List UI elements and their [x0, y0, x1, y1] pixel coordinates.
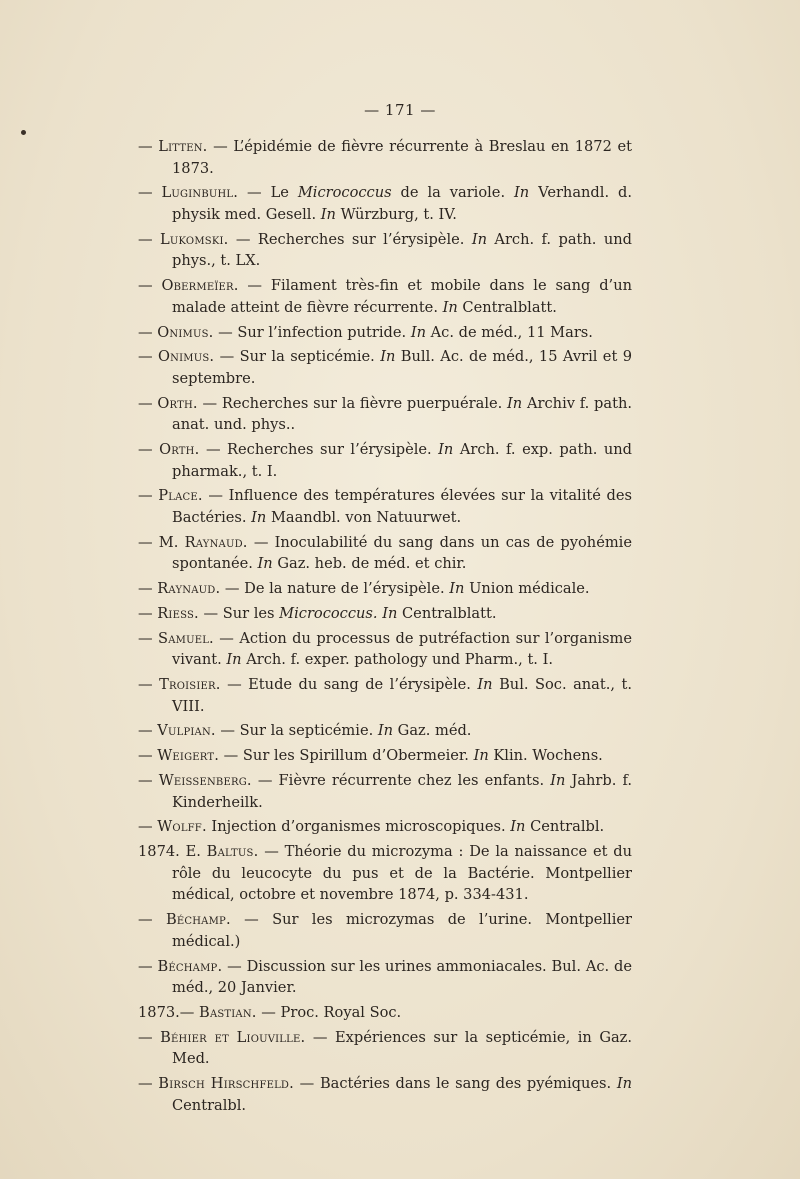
entry-text: — Expériences sur la septicémie, in Gaz. Med.: [172, 1028, 633, 1068]
entry-italic-text: In: [226, 651, 242, 669]
entry-text: Centralblatt.: [457, 298, 557, 316]
entry-text: Injection d’organismes microscopiques.: [206, 818, 511, 836]
bibliography-entry: [138, 603, 632, 625]
entry-text: Centralbl.: [172, 1096, 247, 1114]
entry-italic-text: In: [438, 441, 454, 459]
entry-text: — Filament très-fin et mobile dans le sang d’un malade atteint de fièvre récurrente.: [172, 277, 632, 316]
bibliography-entry: [138, 720, 632, 742]
entry-text: Gaz. heb. de méd. et chir.: [272, 555, 467, 573]
entry-text: — Recherches sur l’érysipèle.: [228, 230, 472, 248]
entry-text: — Recherches sur l’érysipèle.: [199, 441, 439, 459]
entry-text: — L’épidémie de fièvre récurrente à Breslau en 1872 et 1873.: [172, 138, 633, 177]
entry-text: — Discussion sur les urines ammoniacales. Bul. Ac. de méd., 20 Janvier.: [172, 957, 633, 997]
entry-italic-text: In: [410, 323, 426, 341]
entry-author: Weissenberg.: [158, 772, 252, 790]
entry-italic-text: In: [616, 1075, 632, 1093]
entry-text: — Sur les: [198, 604, 280, 622]
entry-text: — Inoculabilité du sang dans un cas de pyohémie spontanée.: [172, 533, 632, 573]
entry-lead: —: [138, 184, 162, 202]
entry-author: Weigert.: [157, 747, 220, 765]
entry-text: Gaz. méd.: [393, 722, 472, 740]
bibliography-entry: [138, 628, 632, 671]
entry-author: Onimus.: [157, 323, 214, 341]
entry-lead: —: [138, 772, 159, 790]
entry-author: Lukomski.: [160, 230, 229, 248]
entry-author: Bastian.: [199, 1003, 257, 1021]
entry-lead: —: [138, 580, 158, 598]
entry-lead: —: [138, 629, 159, 647]
entry-italic-text: In: [380, 348, 396, 366]
bibliography-entry: [138, 1027, 632, 1070]
entry-text: — Action du processus de putréfaction sur l’organisme vivant.: [172, 629, 632, 669]
entry-text: — Sur la septicémie.: [215, 722, 378, 740]
entry-author: Onimus.: [158, 348, 215, 366]
bibliography-entry: [138, 393, 632, 436]
entry-text: Bull. Ac. de méd., 15 Avril et 9 septembre.: [172, 348, 633, 387]
entry-text: — De la nature de l’érysipèle.: [220, 580, 450, 598]
bibliography-entry: [138, 816, 632, 838]
entry-lead: —: [138, 323, 158, 341]
entry-text: Centralbl.: [525, 818, 605, 836]
entry-author: Samuel.: [158, 629, 214, 647]
entry-text: Ac. de méd., 11 Mars.: [425, 323, 593, 341]
bibliography-entry: [138, 439, 632, 482]
entry-text: — Recherches sur la fièvre puerpuérale.: [197, 394, 508, 412]
bibliography-entry: [138, 578, 632, 600]
entry-author: Orth.: [159, 441, 200, 459]
entry-author: Riess.: [157, 604, 199, 622]
entry-author: Baltus.: [206, 843, 259, 861]
entry-lead: —: [138, 230, 161, 248]
entry-author: Place.: [158, 487, 203, 505]
entry-text: — Le: [238, 184, 298, 202]
entry-text: Verhandl. d. physik med. Gesell.: [172, 184, 632, 223]
entry-author: Raynaud.: [184, 533, 248, 551]
entry-text: — Sur la septicémie.: [214, 348, 381, 366]
bibliography-entry: [138, 182, 632, 225]
entry-lead: 1874. E.: [138, 843, 207, 861]
entry-text: Union médicale.: [464, 580, 590, 598]
entry-italic-text: In: [514, 184, 530, 202]
bibliography-entry: [138, 1073, 632, 1116]
entry-lead: —: [138, 348, 158, 366]
entry-author: Troisier.: [159, 676, 221, 694]
bibliography-entry: [138, 1002, 632, 1024]
entry-italic-text: In: [382, 604, 398, 622]
entry-text: Arch. f. exper. pathology und Pharm., t. I.: [241, 651, 553, 669]
entry-text: — Fièvre récurrente chez les enfants.: [251, 772, 551, 790]
entry-italic-text: In: [251, 509, 267, 526]
entry-text: — Théorie du microzyma : De la naissance et du rôle du leucocyte du pus et de la Bactérie. Montpellier médical, octobre et novembre 1874, p. 334-431.: [172, 843, 632, 904]
entry-author: Wolff.: [157, 818, 207, 836]
entry-italic-text: Micrococcus.: [279, 604, 378, 622]
entry-italic-text: In: [377, 722, 394, 740]
entry-author: Orth.: [157, 394, 198, 412]
entry-lead: —: [138, 1028, 161, 1046]
entry-text: Würzburg, t. IV.: [335, 205, 457, 223]
entry-text: de la variole.: [391, 184, 515, 202]
entry-lead: —: [138, 747, 158, 765]
ink-speck: [21, 130, 26, 135]
bibliography-entry: [138, 275, 632, 318]
bibliography-entry: [138, 909, 632, 952]
entry-lead: —: [138, 394, 158, 412]
entry-italic-text: In: [477, 676, 493, 694]
entry-lead: —: [138, 676, 160, 694]
entry-lead: —: [138, 1075, 159, 1093]
entry-italic-text: Micrococcus: [297, 184, 392, 202]
entry-lead: —: [138, 604, 158, 622]
bibliography-entry: [138, 745, 632, 767]
entry-text: — Sur les microzymas de l’urine. Montpellier médical.): [172, 911, 632, 950]
entry-text: Arch. f. path. und phys., t. LX.: [172, 230, 632, 270]
entry-author: Obermeïer.: [161, 277, 239, 295]
bibliography-entry: [138, 674, 632, 717]
bibliography-entry: [138, 322, 632, 344]
entry-author: Luginbuhl.: [161, 184, 239, 202]
entry-lead: —: [138, 818, 158, 836]
entry-author: Béchamp.: [165, 911, 231, 929]
entry-text: Archiv f. path. anat. und. phys..: [172, 394, 632, 434]
entry-author: Litten.: [158, 138, 208, 155]
bibliography-entry: [138, 770, 632, 813]
entry-lead: —: [138, 441, 160, 459]
entry-italic-text: In: [550, 772, 566, 790]
bibliography-entry: [138, 956, 632, 999]
entry-text: Arch. f. exp. path. und pharmak., t. I.: [172, 441, 632, 480]
bibliography-entry: [138, 532, 632, 575]
entry-italic-text: In: [320, 205, 336, 223]
entry-text: Jahrb. f. Kinderheilk.: [172, 772, 632, 811]
entry-text: Maandbl. von Natuurwet.: [266, 509, 462, 526]
entry-text: — Sur les Spirillum d’Obermeier.: [219, 747, 474, 765]
entry-italic-text: In: [442, 298, 458, 316]
entry-italic-text: In: [510, 818, 526, 836]
bibliography-entry: [138, 841, 632, 906]
entry-text: — Bactéries dans le sang des pyémiques.: [293, 1075, 617, 1093]
entry-lead: —: [138, 722, 158, 740]
page-number: — 171 —: [364, 101, 436, 119]
entry-lead: —: [138, 911, 166, 929]
entry-lead: —: [138, 487, 159, 505]
entry-lead: —: [138, 138, 159, 155]
entry-italic-text: In: [471, 230, 487, 248]
bibliography-entry: [138, 229, 632, 272]
entry-italic-text: In: [449, 580, 465, 598]
bibliography-entry: [138, 346, 632, 389]
entry-text: — Etude du sang de l’érysipèle.: [220, 676, 478, 694]
entry-text: Centralblatt.: [397, 604, 497, 622]
entry-italic-text: In: [473, 747, 489, 765]
entry-lead: —: [138, 957, 158, 975]
entry-lead: 1873.—: [138, 1003, 200, 1021]
bibliography-list: [138, 136, 632, 1119]
bibliography-entry: [138, 136, 632, 179]
entry-author: Birsch Hirschfeld.: [158, 1075, 294, 1093]
entry-author: Béhier et Liouville.: [160, 1028, 306, 1046]
entry-italic-text: In: [507, 394, 523, 412]
entry-author: Vulpian.: [157, 722, 216, 740]
entry-text: Bul. Soc. anat., t. VIII.: [172, 676, 633, 715]
entry-author: Raynaud.: [157, 580, 221, 598]
entry-italic-text: In: [257, 555, 273, 573]
entry-lead: — M.: [138, 533, 185, 551]
entry-text: — Proc. Royal Soc.: [256, 1003, 402, 1021]
entry-lead: —: [138, 277, 162, 295]
entry-author: Béchamp.: [157, 957, 223, 975]
bibliography-entry: [138, 485, 632, 528]
entry-text: — Sur l’infection putride.: [213, 323, 411, 341]
entry-text: Klin. Wochens.: [488, 747, 603, 765]
entry-text: — Influence des températures élevées sur la vitalité des Bactéries.: [172, 487, 632, 526]
